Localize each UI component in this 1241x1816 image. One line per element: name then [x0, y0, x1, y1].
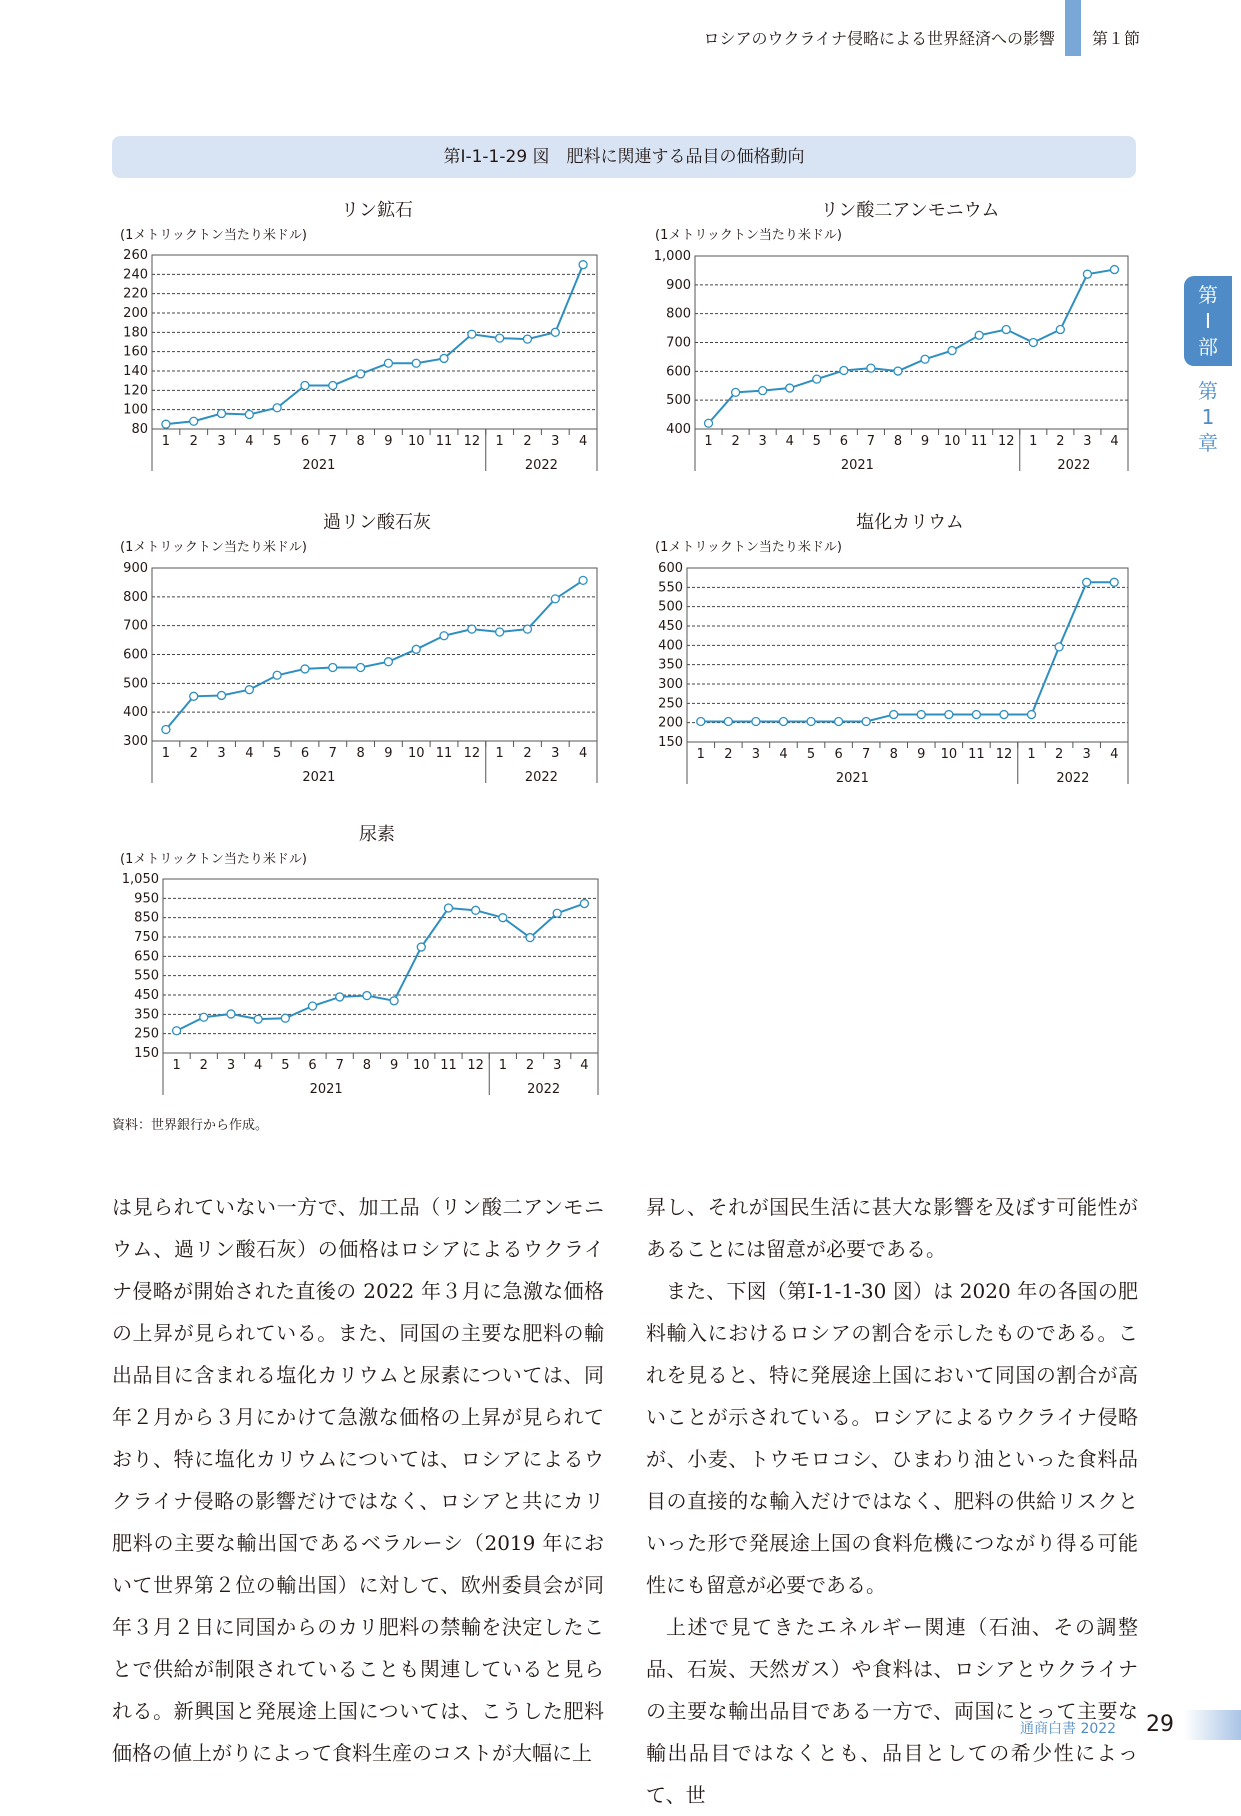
year-label: 2022: [1057, 458, 1091, 473]
year-label: 2021: [309, 1082, 343, 1097]
data-point: [972, 711, 980, 719]
x-tick-label: 4: [578, 434, 588, 449]
year-label: 2021: [840, 458, 874, 473]
x-tick-label: 9: [917, 747, 926, 762]
x-tick-label: 8: [893, 434, 903, 449]
data-point: [752, 718, 760, 726]
x-tick-label: 12: [467, 1058, 484, 1073]
series-line: [166, 265, 583, 425]
header-accent-bar: [1065, 0, 1081, 56]
data-point: [363, 992, 371, 1000]
data-point: [779, 718, 787, 726]
data-point: [468, 625, 476, 633]
x-tick-label: 2: [525, 1058, 535, 1073]
x-tick-label: 11: [435, 746, 453, 761]
year-label: 2021: [302, 770, 336, 785]
data-point: [835, 718, 843, 726]
data-point: [917, 711, 925, 719]
line-chart-superphosphate: [112, 560, 602, 790]
y-tick-label: 600: [658, 561, 683, 576]
data-point: [580, 900, 588, 908]
y-tick-label: 250: [658, 696, 683, 712]
x-tick-label: 6: [308, 1058, 317, 1073]
x-tick-label: 12: [463, 746, 481, 761]
part-tab-char: Ⅰ: [1205, 309, 1211, 333]
x-tick-label: 3: [1083, 434, 1092, 449]
y-tick-label: 900: [666, 277, 691, 293]
data-point: [1028, 711, 1036, 719]
x-tick-label: 9: [389, 1058, 399, 1073]
x-tick-label: 10: [940, 747, 958, 762]
y-tick-label: 450: [658, 619, 683, 634]
x-tick-label: 7: [328, 434, 337, 449]
chart-title: 塩化カリウム: [856, 512, 964, 533]
data-point: [245, 411, 253, 419]
x-tick-label: 2: [1056, 434, 1065, 449]
y-tick-label: 450: [134, 988, 159, 1003]
data-point: [218, 410, 226, 418]
chapter-tab-char: 第: [1198, 379, 1218, 403]
x-tick-label: 8: [362, 1058, 372, 1073]
x-tick-label: 2: [523, 746, 532, 761]
data-point: [523, 625, 531, 633]
data-point: [921, 355, 929, 363]
x-tick-label: 4: [254, 1058, 263, 1073]
x-tick-label: 6: [834, 747, 843, 762]
data-point: [190, 417, 198, 425]
data-point: [705, 419, 713, 427]
data-point: [444, 904, 452, 912]
data-point: [384, 359, 392, 367]
x-tick-label: 9: [920, 434, 930, 449]
x-tick-label: 10: [407, 746, 425, 761]
body-paragraph: は見られていない一方で、加工品（リン酸二アンモニウム、過リン酸石灰）の価格はロシアによるウクライナ侵略が開始された直後の 2022 年３月に急激な価格の上昇が見られている。また、同国の主要な肥料の輸出品目に含まれる塩化カリウムと尿素については、同年２月から３月にかけて急激な価格の上昇が見られており、特に塩化カリウムについては、ロシアによるウクライナ侵略の影響だけではなく、ロシアと共にカリ肥料の主要な輸出国であるベラルーシ（2019 年において世界第２位の輸出国）に対して、欧州委員会が同年３月２日に同国からのカリ肥料の禁輸を決定したことで供給が制限されていることも関連していると見られる。新興国と発展途上国については、こうした肥料価格の値上がりによって食料生産のコストが大幅に上: [112, 1195, 604, 1765]
x-tick-label: 1: [1027, 747, 1036, 762]
y-tick-label: 140: [123, 364, 148, 379]
x-tick-label: 3: [551, 746, 560, 761]
x-tick-label: 4: [245, 746, 254, 761]
x-tick-label: 3: [751, 747, 761, 762]
data-point: [468, 330, 476, 338]
data-point: [1083, 578, 1091, 586]
x-tick-label: 2: [523, 434, 532, 449]
x-tick-label: 5: [281, 1058, 290, 1073]
chart-unit-label: (1メトリックトン当たり米ドル): [120, 228, 307, 243]
x-tick-label: 3: [758, 434, 767, 449]
data-point: [1000, 711, 1008, 719]
y-tick-label: 150: [134, 1046, 159, 1061]
y-tick-label: 950: [134, 891, 159, 907]
x-tick-label: 12: [997, 434, 1015, 449]
chart-unit-label: (1メトリックトン当たり米ドル): [120, 852, 307, 867]
y-tick-label: 350: [658, 657, 683, 673]
body-paragraph: 上述で見てきたエネルギー関連（石油、その調整品、石炭、天然ガス）や食料は、ロシアとウクライナの主要な輸出品目である一方で、両国にとって主要な輸出品目ではなくとも、品目としての希少性によって、世: [646, 1615, 1138, 1807]
data-point: [840, 366, 848, 374]
y-tick-label: 900: [123, 561, 148, 576]
x-tick-label: 11: [440, 1058, 457, 1073]
data-point: [862, 718, 870, 726]
data-point: [496, 334, 504, 342]
data-point: [227, 1010, 235, 1018]
data-point: [190, 692, 198, 700]
series-line: [177, 904, 585, 1031]
chart-unit-label: (1メトリックトン当たり米ドル): [120, 540, 307, 555]
y-tick-label: 550: [658, 580, 683, 596]
year-label: 2021: [302, 458, 336, 473]
data-point: [417, 943, 425, 951]
year-label: 2022: [524, 458, 558, 473]
body-column-left: [112, 1186, 604, 1774]
data-point: [218, 691, 226, 699]
x-tick-label: 1: [498, 1058, 507, 1073]
data-point: [301, 382, 309, 390]
y-tick-label: 500: [658, 599, 683, 615]
part-tab: [1184, 276, 1232, 366]
body-paragraph: また、下図（第Ⅰ-1-1-30 図）は 2020 年の各国の肥料輸入におけるロシアの割合を示したものである。これを見ると、特に発展途上国において同国の割合が高いことが示されている。ロシアによるウクライナ侵略が、小麦、トウモロコシ、ひまわり油といった食料品目の直接的な輸入だけではなく、肥料の供給リスクといった形で発展途上国の食料危機につながり得る可能性にも留意が必要である。: [646, 1279, 1138, 1597]
chart-unit-label: (1メトリックトン当たり米ドル): [655, 228, 842, 243]
footer-accent-bar: [1184, 1710, 1241, 1740]
data-point: [697, 718, 705, 726]
data-point: [523, 335, 531, 343]
x-tick-label: 1: [704, 434, 713, 449]
x-tick-label: 12: [463, 434, 481, 449]
data-point: [499, 914, 507, 922]
year-label: 2022: [527, 1082, 561, 1097]
x-tick-label: 1: [696, 747, 705, 762]
y-tick-label: 400: [123, 705, 148, 721]
x-tick-label: 5: [812, 434, 821, 449]
data-point: [975, 331, 983, 339]
x-tick-label: 7: [335, 1058, 344, 1073]
x-tick-label: 1: [161, 434, 171, 449]
y-tick-label: 800: [666, 306, 691, 322]
data-point: [724, 718, 732, 726]
page-number: 29: [1146, 1712, 1174, 1737]
data-point: [281, 1014, 289, 1022]
y-tick-label: 300: [123, 734, 148, 749]
x-tick-label: 12: [995, 747, 1013, 762]
data-point: [357, 370, 365, 378]
chart-title: リン鉱石: [341, 200, 413, 221]
x-tick-label: 11: [970, 434, 988, 449]
line-chart-phosphate-rock: [112, 248, 602, 478]
y-tick-label: 700: [666, 335, 691, 351]
data-point: [412, 359, 420, 367]
x-tick-label: 4: [1110, 747, 1119, 762]
plot-frame: [687, 568, 1128, 742]
line-chart-dap: [650, 248, 1140, 478]
x-tick-label: 2: [189, 434, 198, 449]
data-point: [162, 725, 170, 733]
x-tick-label: 5: [273, 746, 282, 761]
x-tick-label: 4: [779, 747, 788, 762]
chart-title: 過リン酸石灰: [323, 512, 431, 533]
body-paragraph: 昇し、それが国民生活に甚大な影響を及ぼす可能性があることには留意が必要である。: [646, 1195, 1138, 1261]
y-tick-label: 600: [123, 647, 148, 663]
data-point: [786, 384, 794, 392]
chapter-tab: [1184, 378, 1232, 456]
y-tick-label: 550: [134, 968, 159, 984]
y-tick-label: 150: [658, 735, 683, 750]
x-tick-label: 2: [731, 434, 740, 449]
x-tick-label: 11: [968, 747, 985, 762]
data-point: [551, 328, 559, 336]
y-tick-label: 750: [134, 930, 159, 945]
y-tick-label: 700: [123, 618, 148, 634]
data-point: [579, 576, 587, 584]
data-point: [1056, 326, 1064, 334]
x-tick-label: 6: [300, 746, 310, 761]
y-tick-label: 650: [134, 949, 159, 965]
x-tick-label: 4: [580, 1058, 589, 1073]
data-point: [813, 375, 821, 383]
x-tick-label: 4: [785, 434, 794, 449]
x-tick-label: 4: [578, 746, 588, 761]
running-header-chapter: 第１節: [1092, 29, 1141, 48]
chart-title: 尿素: [359, 824, 395, 845]
data-point: [329, 382, 337, 390]
chart-title: リン酸二アンモニウム: [820, 200, 1000, 221]
x-tick-label: 10: [413, 1058, 430, 1073]
chart-unit-label: (1メトリックトン当たり米ドル): [655, 540, 842, 555]
y-tick-label: 200: [123, 306, 148, 321]
x-tick-label: 4: [245, 434, 254, 449]
x-tick-label: 3: [217, 434, 226, 449]
x-tick-label: 1: [1029, 434, 1038, 449]
x-tick-label: 4: [1110, 434, 1119, 449]
y-tick-label: 120: [123, 383, 148, 399]
x-tick-label: 9: [384, 434, 393, 449]
data-point: [894, 367, 902, 375]
figure-source-note: 資料：世界銀行から作成。: [112, 1118, 269, 1133]
data-point: [759, 387, 767, 395]
chapter-tab-char: 1: [1201, 405, 1215, 429]
y-tick-label: 100: [123, 402, 148, 418]
data-point: [162, 420, 170, 428]
y-tick-label: 400: [666, 422, 691, 437]
x-tick-label: 8: [889, 747, 898, 762]
data-point: [173, 1027, 181, 1035]
data-point: [273, 671, 281, 679]
data-point: [1055, 643, 1063, 651]
data-point: [200, 1013, 208, 1021]
data-point: [309, 1002, 317, 1010]
data-point: [336, 993, 344, 1001]
x-tick-label: 10: [943, 434, 961, 449]
x-tick-label: 9: [384, 746, 393, 761]
y-tick-label: 1,050: [121, 872, 159, 887]
line-chart-urea: [112, 870, 602, 1100]
y-tick-label: 400: [658, 638, 683, 654]
x-tick-label: 1: [172, 1058, 181, 1073]
x-tick-label: 2: [1054, 747, 1064, 762]
part-tab-char: 第: [1198, 283, 1218, 307]
figure-title: 第Ⅰ-1-1-29 図 肥料に関連する品目の価格動向: [112, 136, 1136, 178]
x-tick-label: 7: [866, 434, 876, 449]
x-tick-label: 7: [862, 747, 871, 762]
y-tick-label: 250: [134, 1026, 159, 1042]
y-tick-label: 260: [123, 248, 148, 263]
data-point: [390, 997, 398, 1005]
data-point: [579, 261, 587, 269]
data-point: [496, 628, 504, 636]
data-point: [890, 711, 898, 719]
data-point: [1110, 266, 1118, 274]
y-tick-label: 1,000: [653, 249, 691, 264]
x-tick-label: 1: [495, 746, 504, 761]
x-tick-label: 2: [724, 747, 733, 762]
data-point: [245, 686, 253, 694]
data-point: [948, 347, 956, 355]
y-tick-label: 850: [134, 910, 159, 926]
x-tick-label: 5: [273, 434, 282, 449]
chapter-tab-char: 章: [1198, 431, 1218, 455]
x-tick-label: 3: [226, 1058, 236, 1073]
y-tick-label: 220: [123, 286, 148, 302]
data-point: [551, 595, 559, 603]
data-point: [412, 645, 420, 653]
x-tick-label: 3: [217, 746, 226, 761]
x-tick-label: 3: [553, 1058, 562, 1073]
data-point: [254, 1015, 262, 1023]
y-tick-label: 200: [658, 715, 683, 731]
y-tick-label: 800: [123, 589, 148, 605]
data-point: [273, 404, 281, 412]
data-point: [1029, 339, 1037, 347]
year-label: 2022: [1056, 771, 1090, 786]
data-point: [1110, 578, 1118, 586]
x-tick-label: 8: [356, 746, 365, 761]
data-point: [384, 658, 392, 666]
series-line: [701, 582, 1114, 721]
x-tick-label: 3: [1082, 747, 1091, 762]
x-tick-label: 2: [199, 1058, 208, 1073]
x-tick-label: 10: [407, 434, 425, 449]
data-point: [553, 909, 561, 917]
part-tab-char: 部: [1198, 335, 1218, 359]
plot-frame: [163, 879, 598, 1053]
data-point: [440, 354, 448, 362]
y-tick-label: 500: [123, 676, 148, 692]
x-tick-label: 11: [435, 434, 453, 449]
x-tick-label: 1: [161, 746, 171, 761]
x-tick-label: 5: [806, 747, 816, 762]
data-point: [1002, 326, 1010, 334]
y-tick-label: 350: [134, 1007, 159, 1023]
data-point: [329, 663, 337, 671]
data-point: [945, 711, 953, 719]
data-point: [472, 906, 480, 914]
running-header-section-title: ロシアのウクライナ侵略による世界経済への影響: [703, 29, 1055, 48]
x-tick-label: 6: [839, 434, 848, 449]
x-tick-label: 2: [189, 746, 198, 761]
x-tick-label: 6: [300, 434, 310, 449]
data-point: [867, 364, 875, 372]
line-chart-potassium-chloride: [647, 560, 1137, 790]
x-tick-label: 7: [328, 746, 337, 761]
x-tick-label: 3: [551, 434, 560, 449]
year-label: 2021: [835, 771, 869, 786]
y-tick-label: 80: [131, 422, 148, 437]
data-point: [526, 934, 534, 942]
y-tick-label: 500: [666, 393, 691, 409]
data-point: [440, 632, 448, 640]
x-tick-label: 8: [356, 434, 365, 449]
y-tick-label: 240: [123, 267, 148, 283]
y-tick-label: 600: [666, 364, 691, 380]
year-label: 2022: [524, 770, 558, 785]
y-tick-label: 180: [123, 325, 148, 341]
y-tick-label: 300: [658, 677, 683, 692]
data-point: [1083, 270, 1091, 278]
data-point: [301, 665, 309, 673]
data-point: [732, 388, 740, 396]
y-tick-label: 160: [123, 344, 148, 360]
data-point: [357, 663, 365, 671]
data-point: [807, 718, 815, 726]
footer-publication-name: 通商白書 2022: [1020, 1721, 1117, 1737]
x-tick-label: 1: [495, 434, 504, 449]
